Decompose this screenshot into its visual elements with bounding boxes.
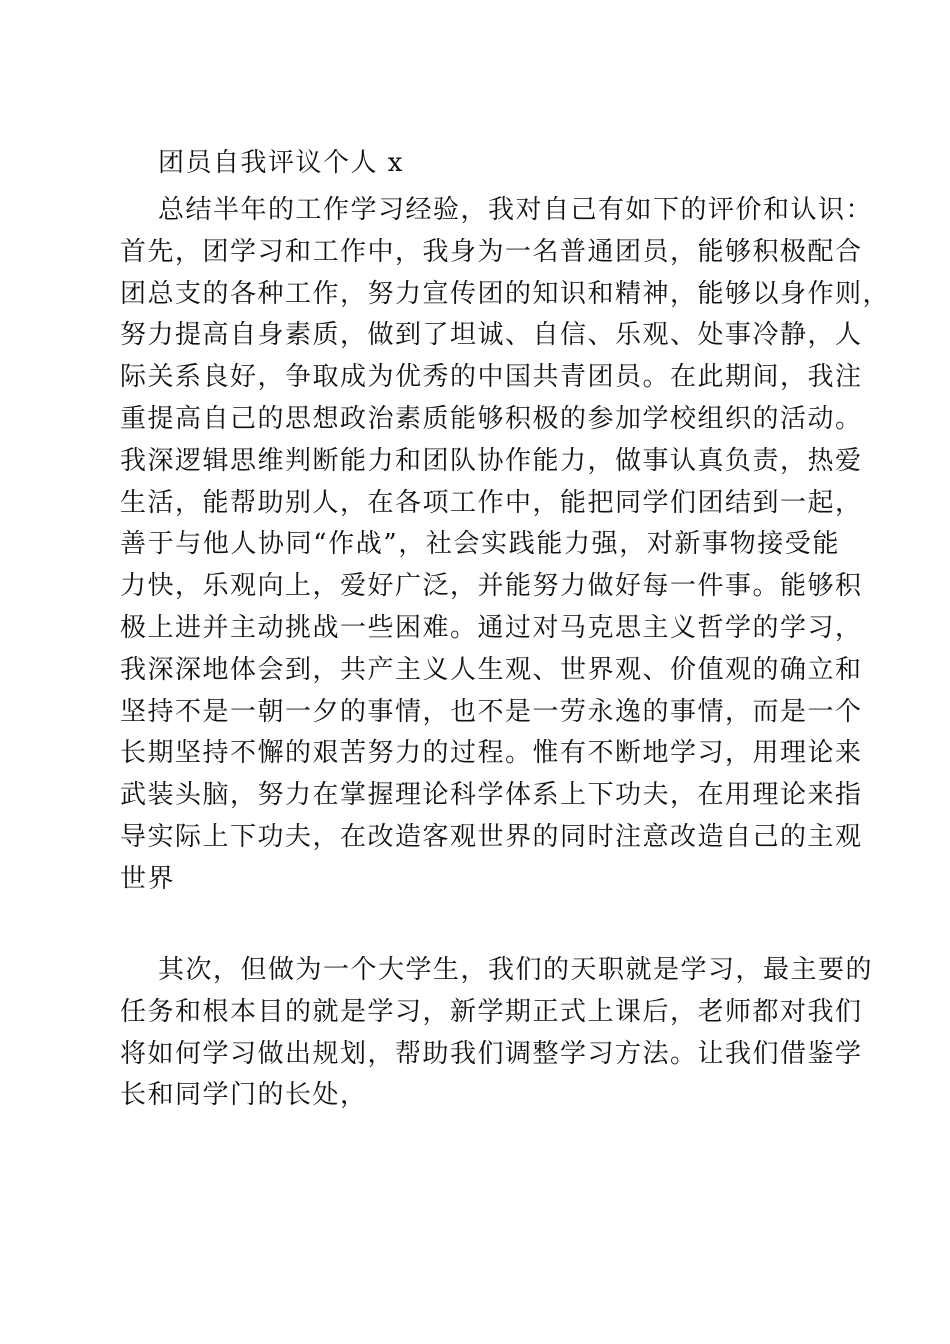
paragraph-line: 生活，能帮助别人，在各项工作中，能把同学们团结到一起，: [120, 487, 863, 518]
document-title: 团员自我评议个人 x: [158, 148, 404, 178]
paragraph-1: [120, 190, 891, 901]
paragraph-line: 导实际上下功夫，在改造客观世界的同时注意改造自己的主观: [120, 821, 863, 852]
paragraph-line: 善于与他人协同“作战”，社会实践能力强，对新事物接受能: [120, 529, 840, 560]
paragraph-line: 其次，但做为一个大学生，我们的天职就是学习，最主要的: [158, 955, 874, 985]
paragraph-line: 武装头脑，努力在掌握理论科学体系上下功夫，在用理论来指: [120, 780, 863, 811]
paragraph-line: 我深深地体会到，共产主义人生观、世界观、价值观的确立和: [120, 654, 863, 685]
paragraph-line: 我深逻辑思维判断能力和团队协作能力，做事认真负责，热爱: [120, 445, 863, 476]
paragraph-line: 长期坚持不懈的艰苦努力的过程。惟有不断地学习，用理论来: [120, 738, 863, 769]
paragraph-line: 坚持不是一朝一夕的事情，也不是一劳永逸的事情，而是一个: [120, 696, 863, 727]
paragraph-line: 长和同学门的长处，: [120, 1080, 368, 1111]
paragraph-line: 首先，团学习和工作中，我身为一名普通团员，能够积极配合: [120, 236, 863, 267]
paragraph-line: 努力提高自身素质，做到了坦诚、自信、乐观、处事冷静，人: [120, 320, 863, 351]
paragraph-2: [120, 950, 874, 1117]
paragraph-line: 际关系良好，争取成为优秀的中国共青团员。在此期间，我注: [120, 362, 863, 393]
paragraph-line: 将如何学习做出规划，帮助我们调整学习方法。让我们借鉴学: [120, 1038, 863, 1069]
paragraph-line: 力快，乐观向上，爱好广泛，并能努力做好每一件事。能够积: [120, 571, 863, 602]
paragraph-line: 极上进并主动挑战一些困难。通过对马克思主义哲学的学习，: [120, 612, 863, 643]
paragraph-line: 世界: [120, 863, 176, 894]
paragraph-line: 团总支的各种工作，努力宣传团的知识和精神，能够以身作则，: [120, 278, 891, 309]
paragraph-line: 重提高自己的思想政治素质能够积极的参加学校组织的活动。: [120, 403, 863, 434]
paragraph-line: 任务和根本目的就是学习，新学期正式上课后，老师都对我们: [120, 996, 863, 1027]
paragraph-line: 总结半年的工作学习经验，我对自己有如下的评价和认识：: [158, 195, 874, 225]
